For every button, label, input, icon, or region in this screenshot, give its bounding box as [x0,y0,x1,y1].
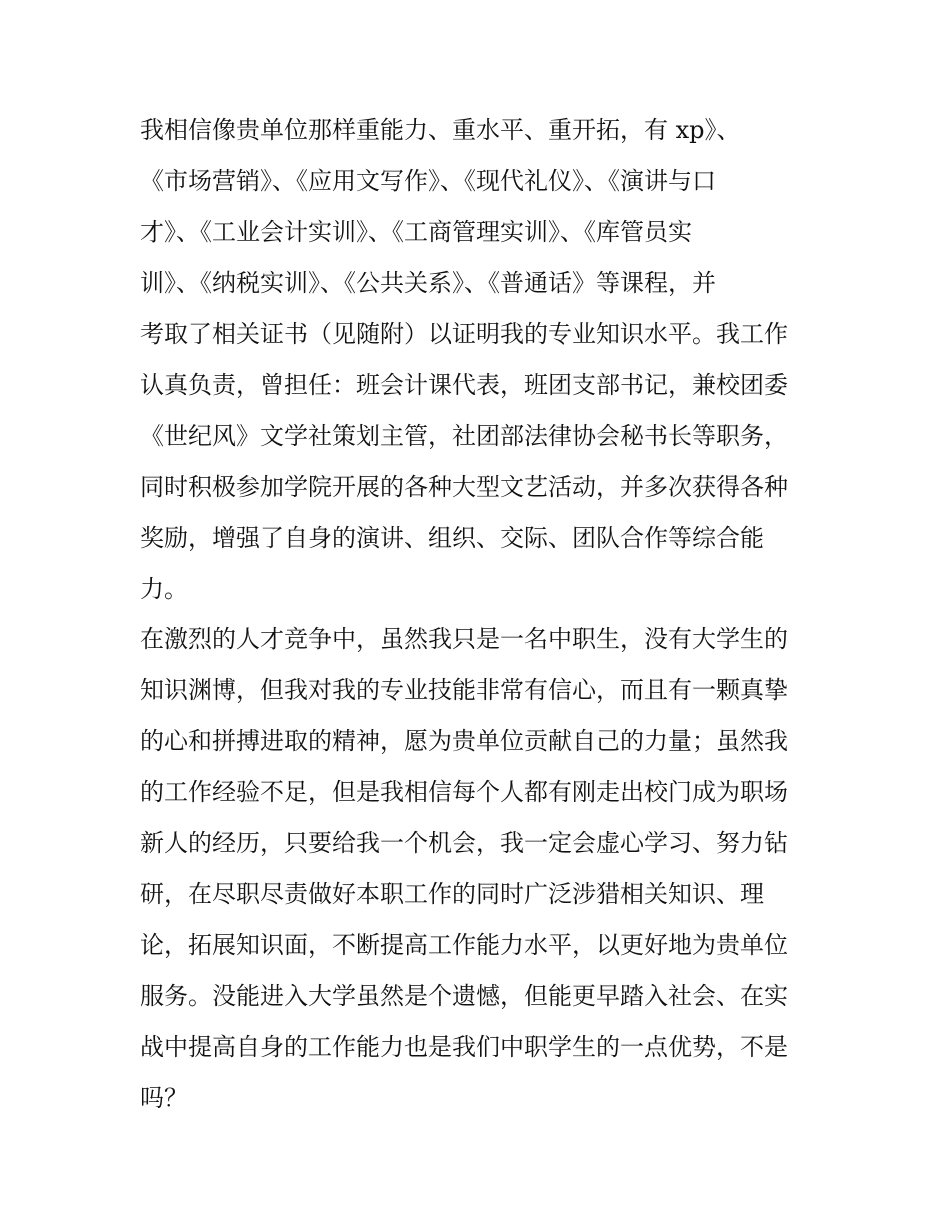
text-line: 才》、《工业会计实训》、《工商管理实训》、《库管员实 [140,218,692,246]
text-line: 同时积极参加学院开展的各种大型文艺活动，并多次获得各种 [140,473,788,501]
text-line: 认真负责，曾担任：班会计课代表，班团支部书记，兼校团委 [140,371,788,399]
text-line: 的工作经验不足，但是我相信每个人都有刚走出校门成为职场 [140,778,788,806]
text-line: 在激烈的人才竞争中，虽然我只是一名中职生，没有大学生的 [140,625,788,653]
text-line: 考取了相关证书（见随附）以证明我的专业知识水平。我工作 [140,320,788,348]
text-line: 我相信像贵单位那样重能力、重水平、重开拓，有 xp》、 [140,116,741,144]
text-line: 的心和拼搏进取的精神，愿为贵单位贡献自己的力量；虽然我 [140,727,788,755]
text-line: 服务。没能进入大学虽然是个遗憾，但能更早踏入社会、在实 [140,982,788,1010]
paragraph-qualifications [140,105,820,615]
text-line: 新人的经历，只要给我一个机会，我一定会虚心学习、努力钻 [140,829,788,857]
text-line: 战中提高自身的工作能力也是我们中职学生的一点优势，不是 [140,1033,788,1061]
text-line: 《世纪风》文学社策划主管，社团部法律协会秘书长等职务， [140,422,788,450]
text-line: 论，拓展知识面，不断提高工作能力水平，以更好地为贵单位 [140,931,788,959]
text-line: 奖励，增强了自身的演讲、组织、交际、团队合作等综合能 [140,524,764,552]
text-line: 研，在尽职尽责做好本职工作的同时广泛涉猎相关知识、理 [140,880,764,908]
text-line: 《市场营销》、《应用文写作》、《现代礼仪》、《演讲与口 [140,167,716,195]
text-line: 知识渊博，但我对我的专业技能非常有信心，而且有一颗真挚 [140,676,788,704]
text-line: 吗？ [140,1084,188,1112]
text-line: 力。 [140,575,188,603]
paragraph-competition [140,614,820,1124]
text-line: 训》、《纳税实训》、《公共关系》、《普通话》等课程，并 [140,269,716,297]
